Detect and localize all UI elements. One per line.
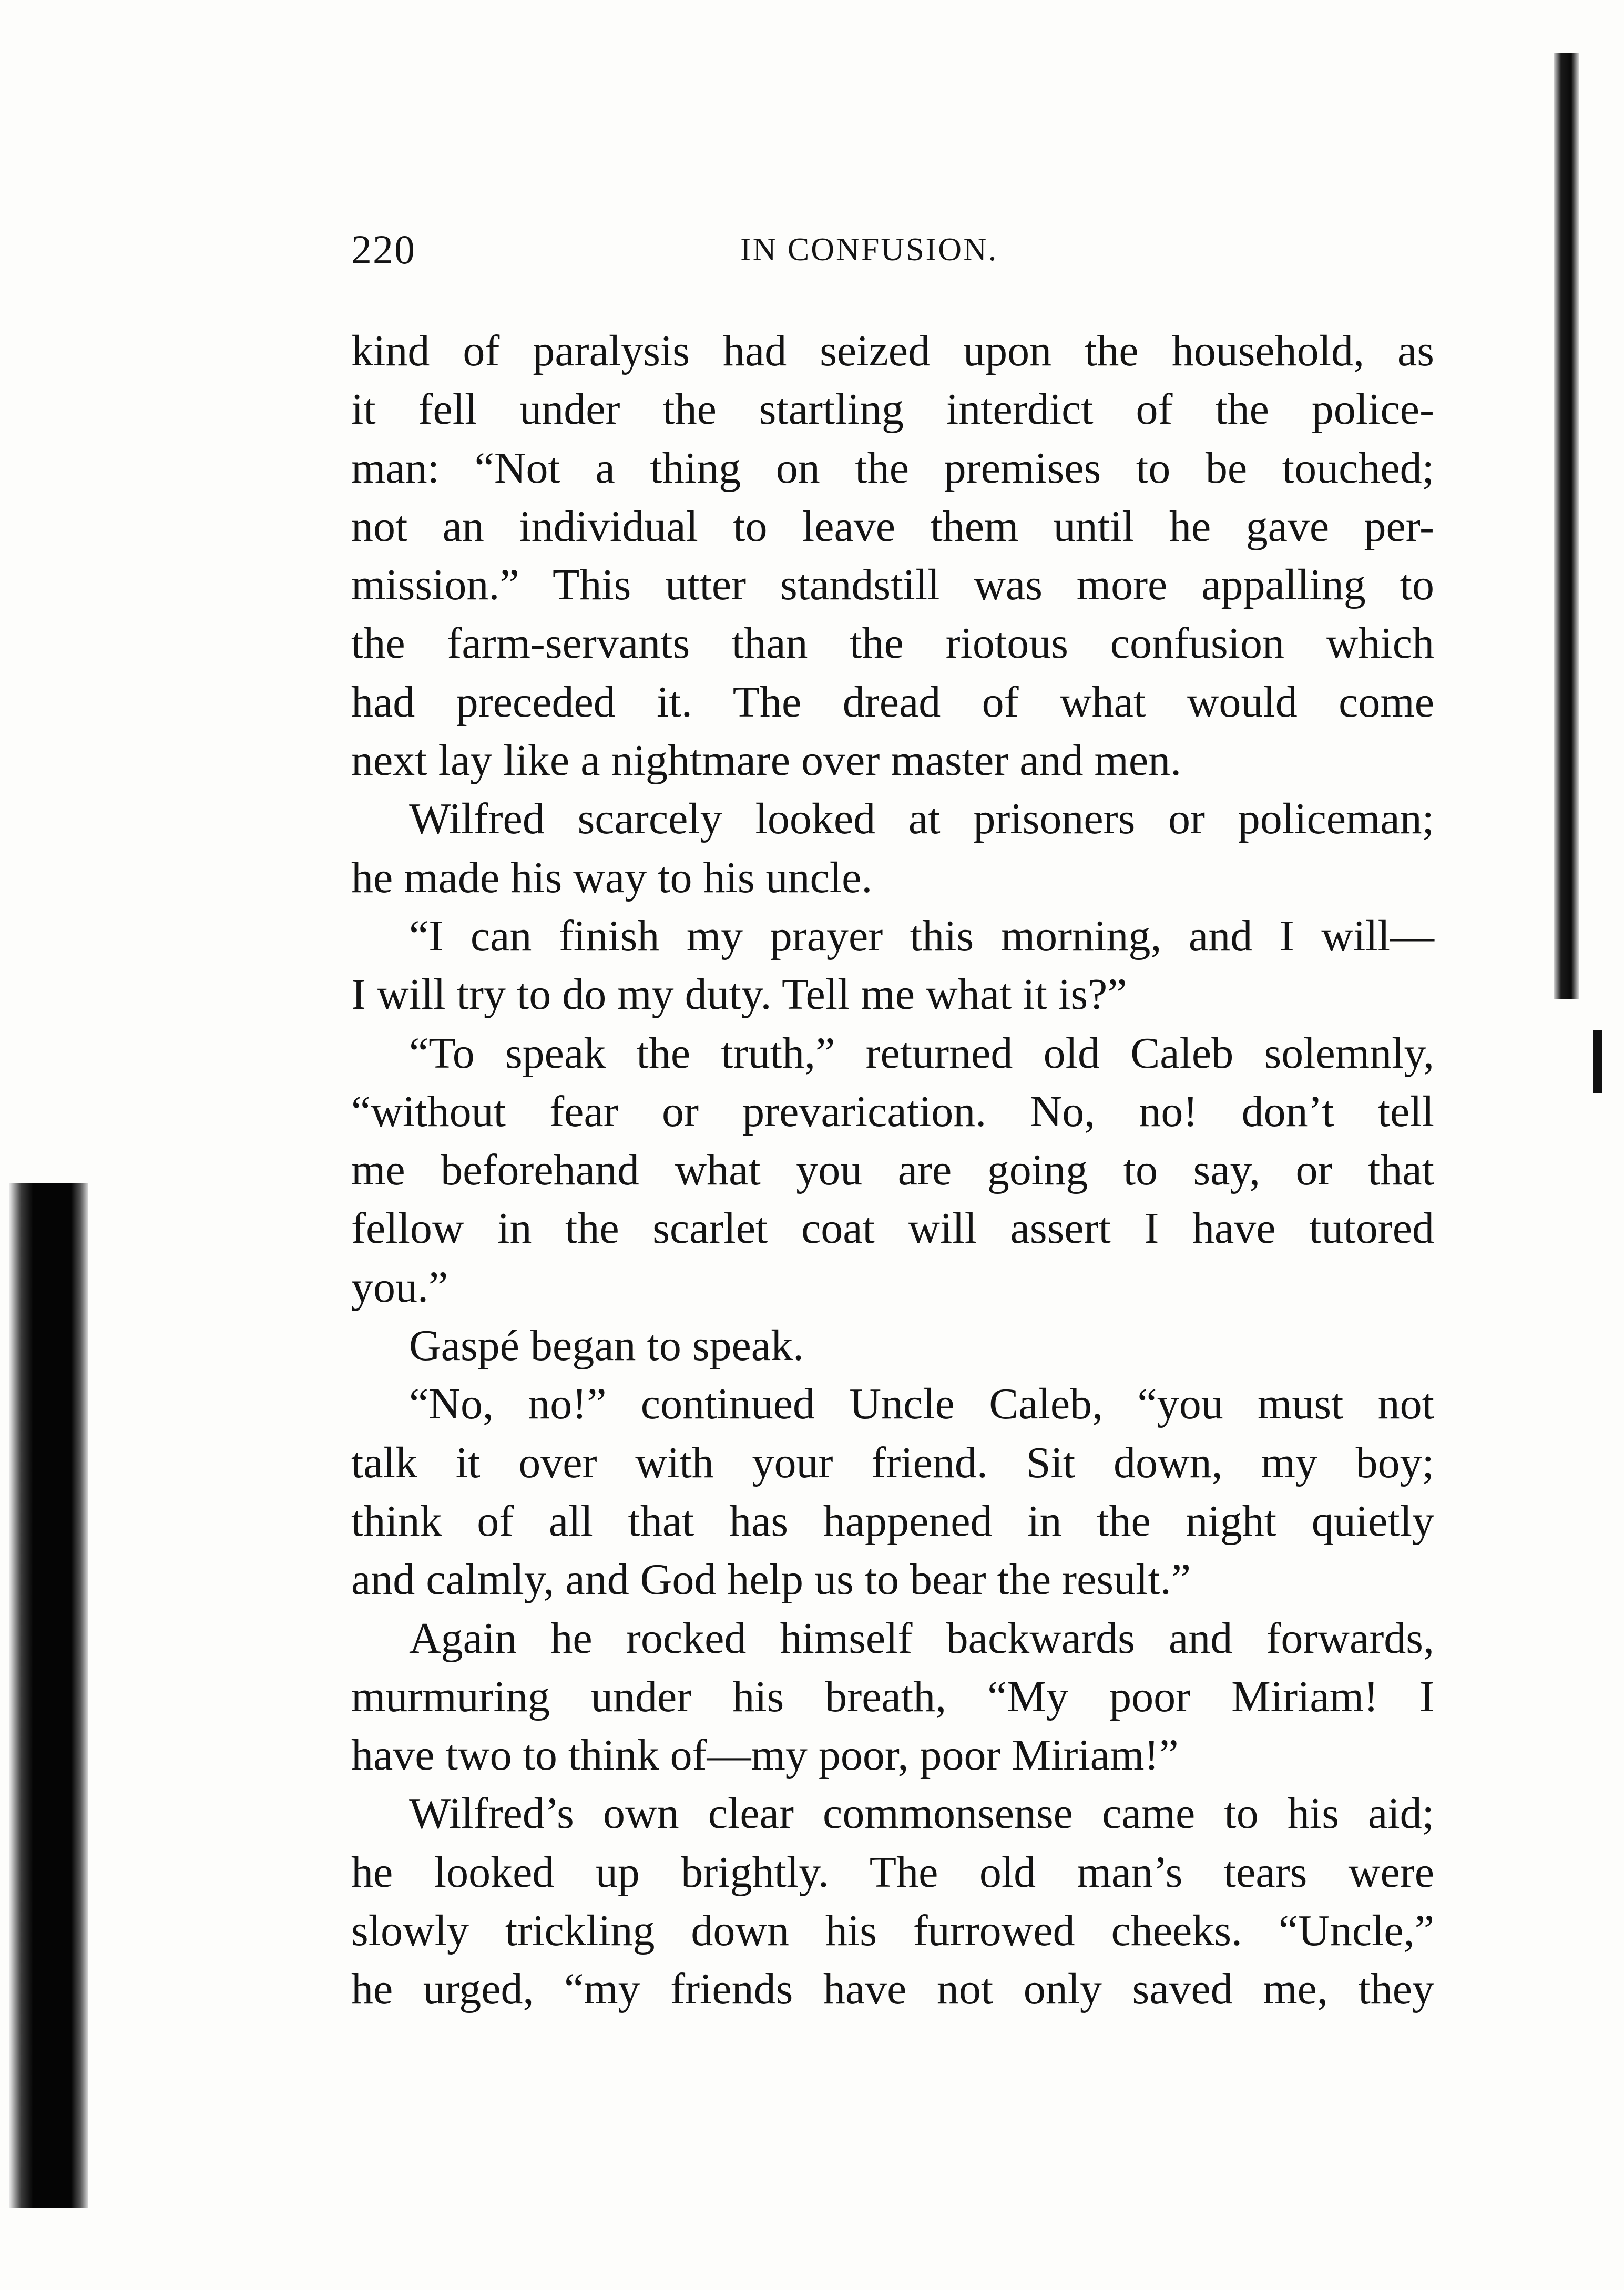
scan-gutter-shadow-left	[9, 1183, 88, 2208]
text-line: he urged, “my friends have not only saved me, they	[351, 1965, 1434, 2014]
text-line: me beforehand what you are going to say, or that	[351, 1146, 1434, 1195]
text-line: think of all that has happened in the night quietly	[351, 1496, 1434, 1546]
scan-gutter-shadow-right	[1554, 53, 1579, 999]
text-line: the farm-servants than the riotous confusion which	[351, 619, 1434, 668]
text-line: murmuring under his breath, “My poor Miriam! I	[351, 1672, 1434, 1721]
text-line: “without fear or prevarication. No, no! don’t tell	[351, 1087, 1434, 1136]
text-line: you.”	[351, 1262, 448, 1312]
scan-edge-mark	[1593, 1030, 1602, 1093]
text-line: fellow in the scarlet coat will assert I have tutored	[351, 1204, 1434, 1253]
page-number: 220	[351, 227, 416, 272]
text-line: “I can finish my prayer this morning, and I will—	[409, 911, 1434, 960]
text-line: “To speak the truth,” returned old Caleb solemnly,	[409, 1028, 1434, 1078]
text-line: it fell under the startling interdict of the police-	[351, 385, 1434, 434]
text-line: talk it over with your friend. Sit down, my boy;	[351, 1438, 1434, 1487]
page-header	[351, 226, 1429, 284]
text-line: have two to think of—my poor, poor Miriam!”	[351, 1731, 1179, 1780]
text-line: kind of paralysis had seized upon the household, as	[351, 326, 1434, 375]
text-line: not an individual to leave them until he gave per-	[351, 502, 1434, 551]
text-line: next lay like a nightmare over master and men.	[351, 736, 1182, 785]
text-line: slowly trickling down his furrowed cheeks. “Uncle,”	[351, 1906, 1434, 1956]
text-line: he looked up brightly. The old man’s tears were	[351, 1847, 1434, 1897]
body-text	[351, 322, 1434, 2019]
text-line: mission.” This utter standstill was more appalling to	[351, 560, 1434, 610]
text-line: and calmly, and God help us to bear the result.”	[351, 1555, 1191, 1604]
text-line: he made his way to his uncle.	[351, 853, 873, 902]
text-line: man: “Not a thing on the premises to be touched;	[351, 443, 1434, 493]
running-title: IN CONFUSION.	[740, 232, 998, 268]
text-line: “No, no!” continued Uncle Caleb, “you must not	[409, 1379, 1434, 1429]
text-line: had preceded it. The dread of what would come	[351, 677, 1434, 727]
text-line: Gaspé began to speak.	[409, 1321, 804, 1371]
text-line: Wilfred’s own clear commonsense came to his aid;	[409, 1789, 1434, 1838]
text-line: I will try to do my duty. Tell me what it is?”	[351, 970, 1127, 1019]
text-line: Wilfred scarcely looked at prisoners or policeman;	[409, 794, 1434, 844]
text-line: Again he rocked himself backwards and forwards,	[409, 1613, 1434, 1663]
